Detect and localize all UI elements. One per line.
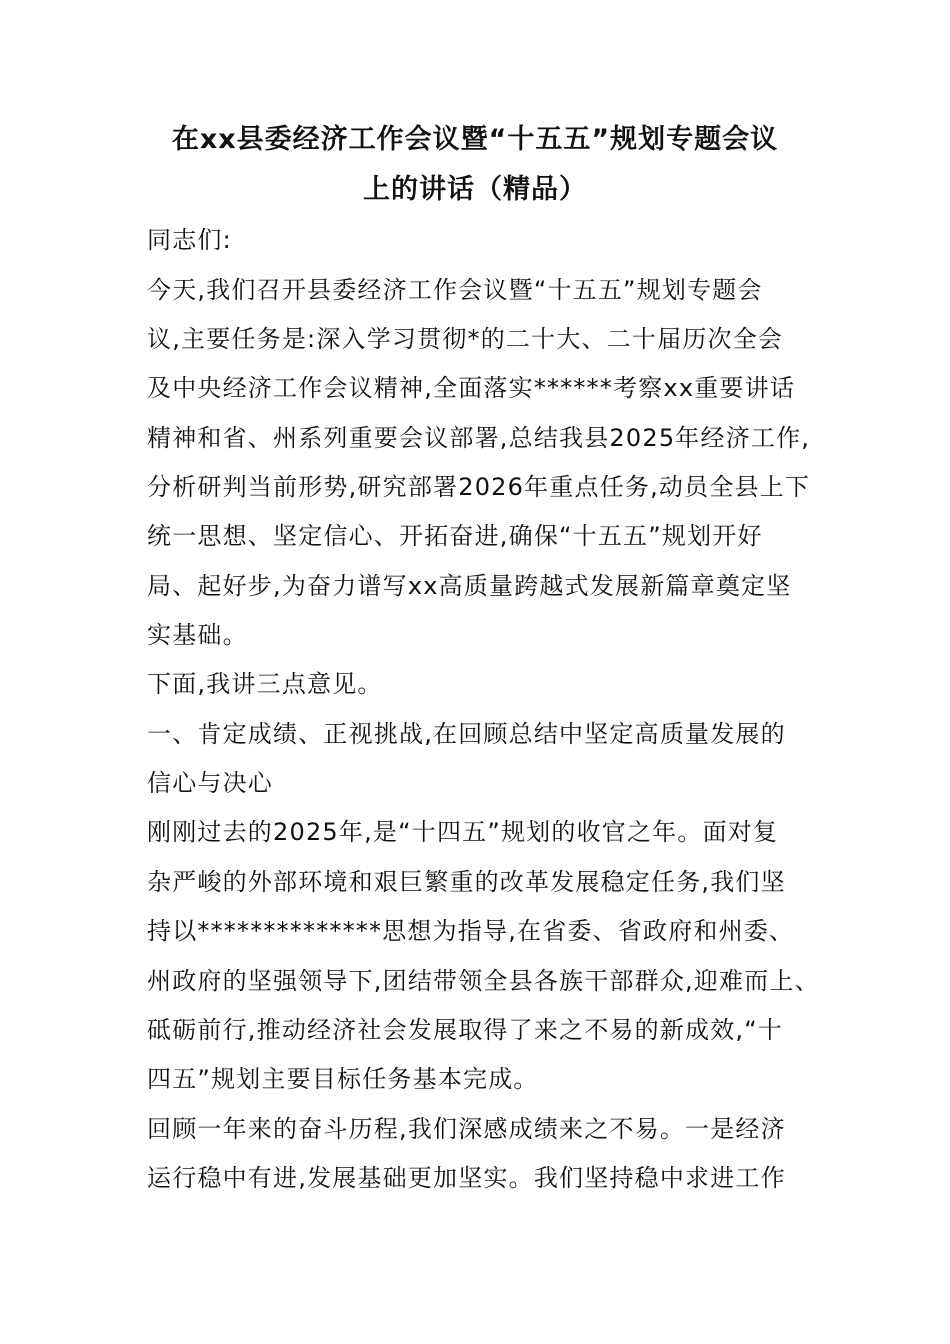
body-line: 实基础。 <box>147 621 248 649</box>
section-heading-line: 一、肯定成绩、正视挑战,在回顾总结中坚定高质量发展的 <box>147 720 786 748</box>
body-line: 下面,我讲三点意见。 <box>147 670 383 698</box>
document-title-line-2: 上的讲话（精品） <box>363 174 587 205</box>
body-line: 及中央经济工作会议精神,全面落实******考察xx重要讲话 <box>147 374 796 402</box>
body-line: 州政府的坚强领导下,团结带领全县各族干部群众,迎难而上、 <box>147 967 820 995</box>
document-title-line-1: 在xx县委经济工作会议暨“十五五”规划专题会议 <box>171 124 779 155</box>
body-line: 刚刚过去的2025年,是“十四五”规划的收官之年。面对复 <box>147 818 779 846</box>
body-line: 杂严峻的外部环境和艰巨繁重的改革发展稳定任务,我们坚 <box>147 868 786 896</box>
salutation: 同志们: <box>147 226 232 254</box>
body-line: 砥砺前行,推动经济社会发展取得了来之不易的新成效,“十 <box>147 1016 784 1044</box>
body-line: 回顾一年来的奋斗历程,我们深感成绩来之不易。一是经济 <box>147 1115 786 1143</box>
body-line: 运行稳中有进,发展基础更加坚实。我们坚持稳中求进工作 <box>147 1164 786 1192</box>
body-line: 议,主要任务是:深入学习贯彻*的二十大、二十届历次全会 <box>147 325 784 353</box>
body-line: 精神和省、州系列重要会议部署,总结我县2025年经济工作, <box>147 424 811 452</box>
body-line: 统一思想、坚定信心、开拓奋进,确保“十五五”规划开好 <box>147 522 763 550</box>
body-line: 今天,我们召开县委经济工作会议暨“十五五”规划专题会 <box>147 276 763 304</box>
body-line: 局、起好步,为奋力谱写xx高质量跨越式发展新篇章奠定坚 <box>147 572 792 600</box>
section-heading-line: 信心与决心 <box>147 769 273 797</box>
body-line: 持以**************思想为指导,在省委、省政府和州委、 <box>147 917 795 945</box>
body-line: 分析研判当前形势,研究部署2026年重点任务,动员全县上下 <box>147 473 811 501</box>
body-line: 四五”规划主要目标任务基本完成。 <box>147 1065 539 1093</box>
